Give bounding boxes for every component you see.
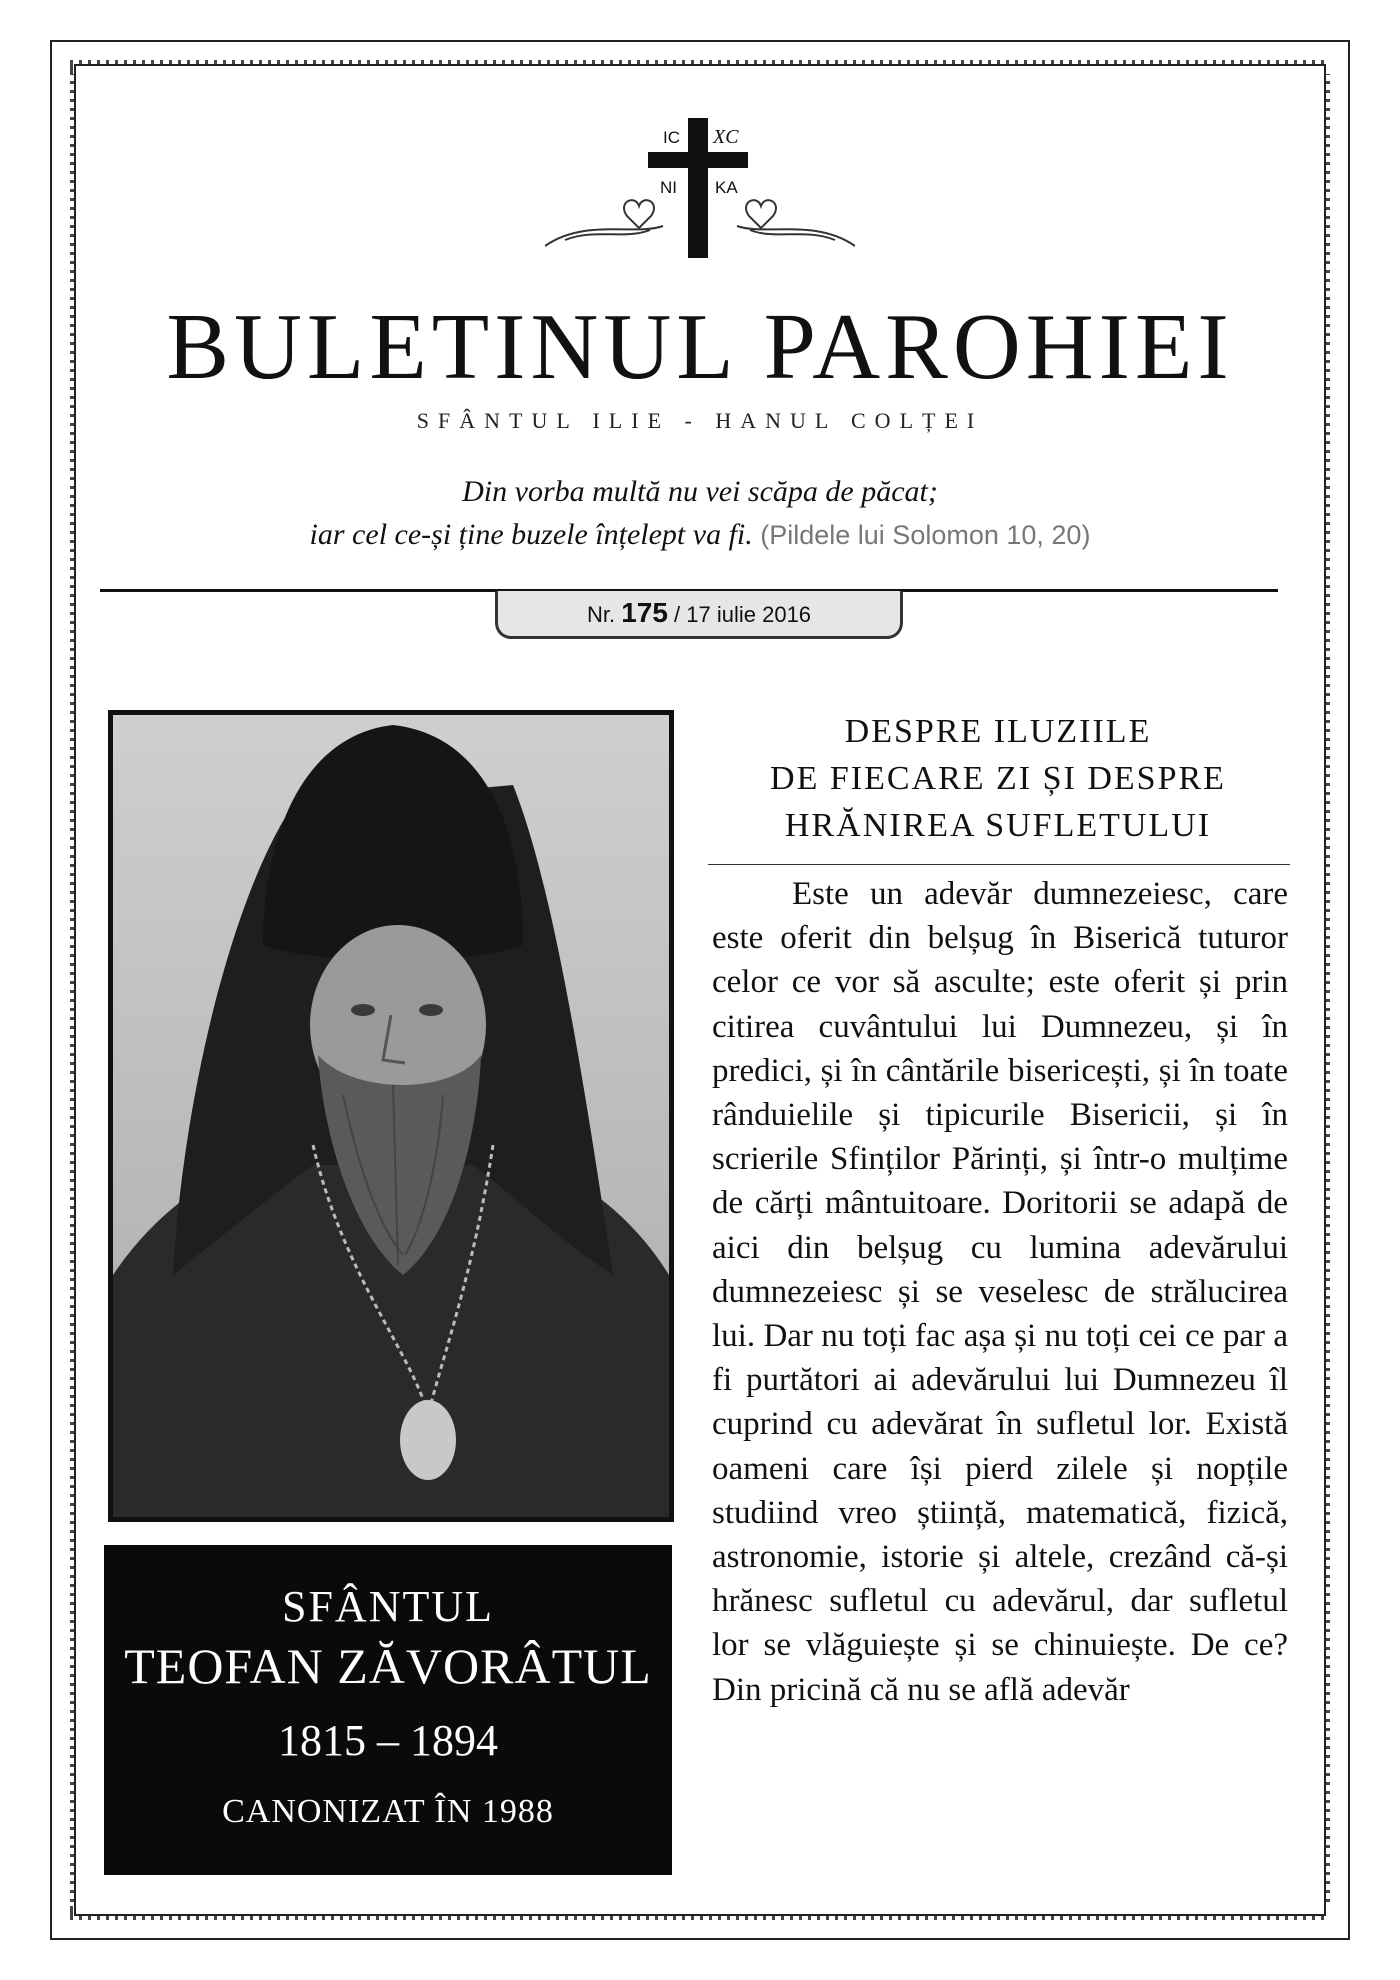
saint-name: TEOFAN ZĂVORÂTUL xyxy=(124,1638,652,1694)
emblem-ic: IC xyxy=(663,128,680,147)
saint-title-line: SFÂNTUL xyxy=(281,1582,495,1631)
article-title-line-2: DE FIECARE ZI ȘI DESPRE xyxy=(770,760,1226,797)
issue-tab xyxy=(495,591,903,639)
article-title xyxy=(708,708,1288,849)
article-body xyxy=(712,872,1288,1882)
motto-line-2-text: iar cel ce-și ține buzele înțelept va fi. xyxy=(309,518,753,551)
issue-date: / 17 iulie 2016 xyxy=(674,602,812,627)
saint-canonized: CANONIZAT ÎN 1988 xyxy=(222,1793,554,1830)
article-title-line-1: DESPRE ILUZIILE xyxy=(844,713,1152,750)
motto-line-1: Din vorba multă nu vei scăpa de păcat; xyxy=(462,475,938,508)
orthodox-cross-icon xyxy=(545,118,855,258)
motto-reference: (Pildele lui Solomon 10, 20) xyxy=(760,520,1091,550)
bulletin-title: BULETINUL PAROHIEI xyxy=(166,295,1234,399)
saint-name-box xyxy=(104,1545,672,1875)
motto-line-2 xyxy=(100,513,1300,557)
parish-subtitle: SFÂNTUL ILIE - HANUL COLȚEI xyxy=(416,408,984,433)
saint-portrait-photo xyxy=(108,710,674,1522)
issue-prefix: Nr. xyxy=(586,602,616,627)
issue-number: 175 xyxy=(621,597,668,628)
motto xyxy=(100,470,1300,557)
emblem-ka: KA xyxy=(715,178,738,197)
emblem-xc: ΧC xyxy=(713,126,739,148)
emblem-ni: NI xyxy=(660,178,677,197)
saint-years: 1815 – 1894 xyxy=(278,1716,498,1765)
article-paragraph: Este un adevăr dumnezeiesc, care este oferit din belșug în Biserică tuturor celor ce vor să asculte; este oferit și prin citirea cuvântului lui Dumnezeu, și în predici, și în cântările bisericești, și în toate rânduielile și tipicurile Bisericii, și în scrierile Sfinților Părinți, și într-o mulțime de cărți mântuitoare. Doritorii se adapă de aici din belșug cu lumina adevărului dumnezeiesc și se veselesc de strălucirea lui. Dar nu toți fac așa și nu toți cei ce par a fi purtători ai adevărului lui Dumnezeu îl cuprind cu adevărat în sufletul lor. Există oameni care își pierd zilele și nopțile studiind vreo știință, matematică, fizică, astronomie, istorie și altele, crezând că-și hrănesc sufletul cu adevărul, dar sufletul lor se vlăguiește și se chinuiește. De ce? Din pricină că nu se află adevăr xyxy=(712,876,1288,1708)
article-title-line-3: HRĂNIREA SUFLETULUI xyxy=(784,807,1212,844)
article-rule xyxy=(708,864,1290,865)
